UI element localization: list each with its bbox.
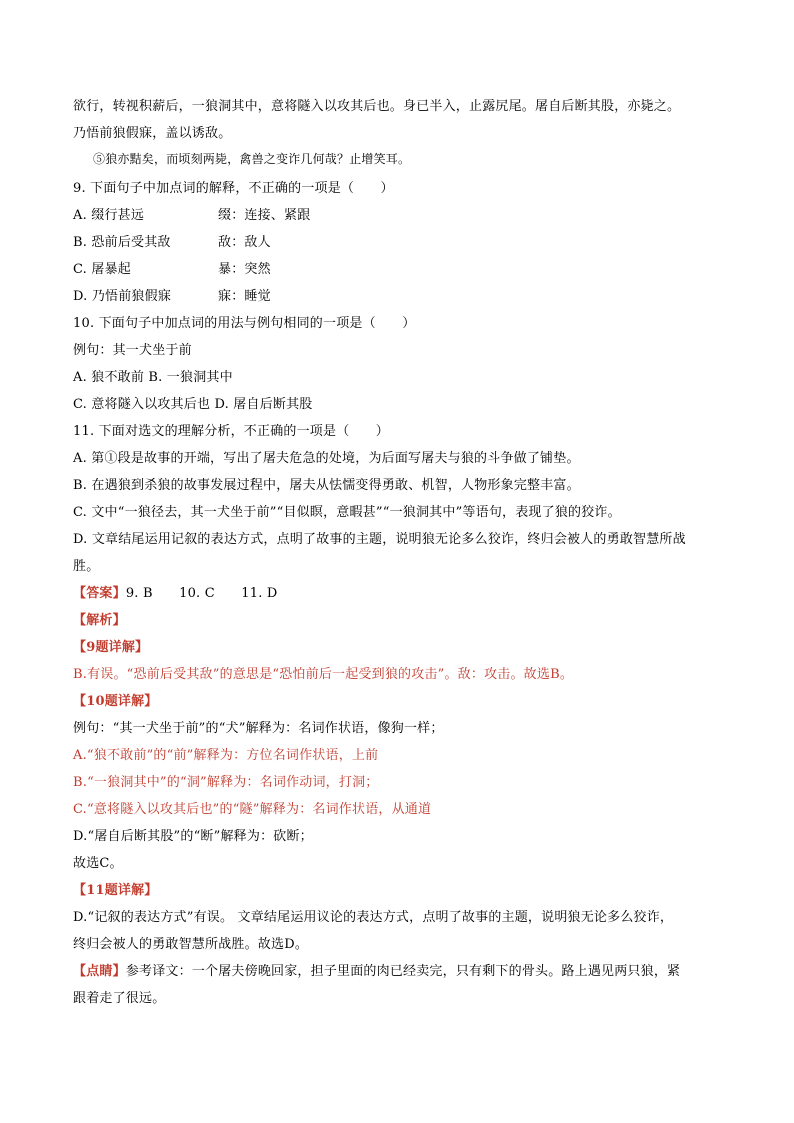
q9-option-d-gloss: 寐：睡觉 bbox=[218, 289, 271, 304]
q9-option-a-gloss: 缀：连接、紧跟 bbox=[218, 208, 311, 223]
q9-option-d bbox=[73, 285, 271, 304]
q9-option-b-text: B. 恐前后受其敌 bbox=[73, 235, 171, 250]
detail-10-d: D.“屠自后断其股”的“断”解释为：砍断； bbox=[73, 829, 313, 844]
q11-option-d-line-2: 胜。 bbox=[73, 559, 100, 574]
q9-option-c-text: C. 屠暴起 bbox=[73, 262, 131, 277]
highlight-line-1 bbox=[73, 960, 680, 979]
q10-options-cd: C. 意将隧入以攻其后也 D. 屠自后断其股 bbox=[73, 397, 313, 412]
detail-11-heading bbox=[73, 879, 158, 898]
q11-option-a: A. 第①段是故事的开端，写出了屠夫危急的处境，为后面写屠夫与狼的斗争做了铺垫。 bbox=[73, 451, 580, 466]
detail-10-b: B.“一狼洞其中”的“洞”解释为：名词作动词，打洞； bbox=[73, 775, 379, 790]
detail-9-label: 【9题详解】 bbox=[73, 640, 149, 655]
q10-options-ab: A. 狼不敢前 B. 一狼洞其中 bbox=[73, 370, 233, 385]
detail-10-c: C.“意将隧入以攻其后也”的“隧”解释为：名词作状语，从通道 bbox=[73, 802, 432, 817]
q11-option-b: B. 在遇狼到杀狼的故事发展过程中，屠夫从怯懦变得勇敢、机智，人物形象完整丰富。 bbox=[73, 478, 580, 493]
q10-stem: 10. 下面句子中加点词的用法与例句相同的一项是（ ） bbox=[73, 316, 416, 331]
q10-example: 例句：其一犬坐于前 bbox=[73, 343, 192, 358]
q9-stem: 9. 下面句子中加点词的解释，不正确的一项是（ ） bbox=[73, 181, 394, 196]
highlight-label: 【点睛】 bbox=[73, 964, 126, 979]
answer-line bbox=[73, 582, 277, 601]
detail-9-text: B.有误。“恐前后受其敌”的意思是“恐怕前后一起受到狼的攻击”。敌：攻击。故选B。 bbox=[73, 667, 574, 682]
q9-option-c-gloss: 暴：突然 bbox=[218, 262, 271, 277]
answer-text: 9. B 10. C 11. D bbox=[125, 586, 278, 601]
analysis-line bbox=[73, 609, 126, 628]
q9-option-a-text: A. 缀行甚远 bbox=[73, 208, 145, 223]
detail-9-heading bbox=[73, 636, 148, 655]
q11-stem: 11. 下面对选文的理解分析，不正确的一项是（ ） bbox=[73, 424, 390, 439]
q9-option-b-gloss: 敌：敌人 bbox=[218, 235, 271, 250]
detail-11-line-1: D.“记叙的表达方式”有误。 文章结尾运用议论的表达方式，点明了故事的主题，说明狼无论多么狡诈， bbox=[73, 910, 674, 925]
answer-label: 【答案】 bbox=[73, 586, 126, 601]
detail-11-line-2: 终归会被人的勇敢智慧所战胜。故选D。 bbox=[73, 937, 309, 952]
q9-option-a bbox=[73, 204, 310, 223]
q9-option-d-text: D. 乃悟前狼假寐 bbox=[73, 289, 172, 304]
detail-10-label: 【10题详解】 bbox=[73, 694, 158, 709]
passage-line-1: 欲行，转视积薪后，一狼洞其中，意将隧入以攻其后也。身已半入，止露尻尾。屠自后断其股，亦毙之。 bbox=[73, 99, 681, 114]
detail-10-heading bbox=[73, 690, 158, 709]
detail-10-example: 例句：“其一犬坐于前”的“犬”解释为：名词作状语，像狗一样； bbox=[73, 721, 444, 736]
q11-option-d-line-1: D. 文章结尾运用记叙的表达方式，点明了故事的主题，说明狼无论多么狡诈，终归会被人的勇敢智慧所战 bbox=[73, 532, 686, 547]
detail-11-label: 【11题详解】 bbox=[73, 883, 158, 898]
q11-option-c: C. 文中“一狼径去，其一犬坐于前”“目似瞑，意暇甚”“一狼洞其中”等语句，表现了狼的狡诈。 bbox=[73, 505, 621, 520]
q9-option-c bbox=[73, 258, 271, 277]
passage-line-2: 乃悟前狼假寐，盖以诱敌。 bbox=[73, 126, 232, 141]
highlight-text-1: 参考译文：一个屠夫傍晚回家，担子里面的肉已经卖完，只有剩下的骨头。路上遇见两只狼，紧 bbox=[125, 964, 681, 979]
highlight-line-2: 跟着走了很远。 bbox=[73, 991, 166, 1006]
passage-line-3: ⑤狼亦黠矣，而顷刻两毙，禽兽之变诈几何哉？止增笑耳。 bbox=[93, 152, 411, 166]
analysis-label: 【解析】 bbox=[73, 613, 126, 628]
detail-10-a: A.“狼不敢前”的“前”解释为：方位名词作状语，上前 bbox=[73, 748, 379, 763]
detail-10-conclusion: 故选C。 bbox=[73, 856, 123, 871]
q9-option-b bbox=[73, 231, 271, 250]
